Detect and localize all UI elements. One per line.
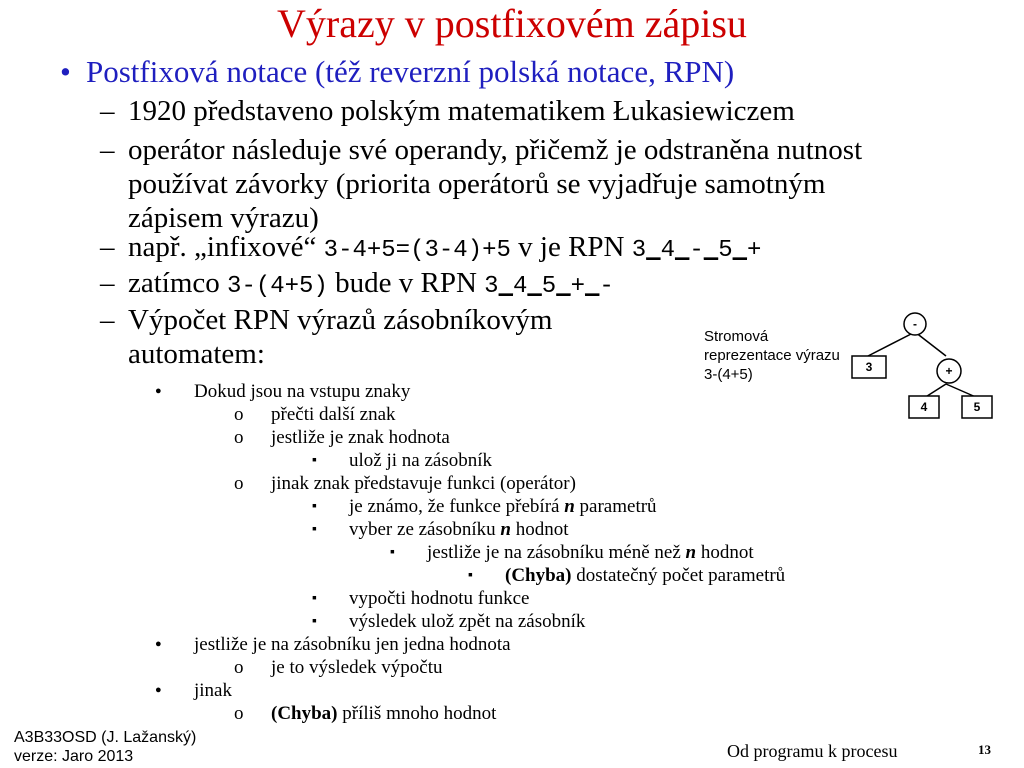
example2-text [128,266,614,304]
tree-node-four-label: 4 [920,400,928,414]
footer-topic: Od programu k procesu [727,741,898,761]
algo-else [0,679,760,702]
algo-while-input [0,380,700,403]
algo-if-less [0,541,900,564]
algo-text: jestliže je znak hodnota [271,427,450,448]
algo-text: vyber ze zásobníku n hodnot [349,519,569,540]
level1-bullet: • [60,54,71,89]
example1-text [128,230,761,268]
tree-node-plus-label: + [945,364,953,378]
tree-node-root-label: - [913,317,917,331]
circle-bullet: o [234,657,244,678]
operator-line-3: zápisem výrazu) [128,202,319,234]
square-bullet: ▪ [312,614,317,629]
example2-expression: 3-(4+5) [227,273,328,300]
example1-prefix: např. „infixové“ [128,231,324,263]
dot-bullet: ● [155,385,162,397]
footer-course: A3B33OSD (J. Lažanský) [14,729,197,746]
example2-rpn: 3_4_5_+_- [484,273,614,300]
algo-push-result [0,610,800,633]
level2-example-rpn [0,266,1024,300]
algo-text: jestliže je na zásobníku méně než n hodnot [427,542,754,563]
dash-marker: – [100,134,115,166]
square-bullet: ▪ [390,545,395,560]
dash-marker: – [100,304,115,336]
algo-text: je známo, že funkce přebírá n parametrů [349,496,657,517]
tree-node-five-label: 5 [973,400,981,414]
dot-bullet: ● [155,684,162,696]
algo-text: Dokud jsou na vstupu znaky [194,381,411,402]
square-bullet: ▪ [312,522,317,537]
dash-marker: – [100,95,115,127]
algo-text: vypočti hodnotu funkce [349,588,530,609]
square-bullet: ▪ [312,453,317,468]
example1-expression: 3-4+5=(3-4)+5 [323,237,511,264]
algo-text: ulož ji na zásobník [349,450,492,471]
algo-text: jinak [194,680,232,701]
algo-if-single [0,633,760,656]
calc-line-1: Výpočet RPN výrazů zásobníkovým [128,304,553,336]
example2-mid: bude v RPN [327,267,485,299]
circle-bullet: o [234,404,244,425]
expression-tree-diagram [845,310,995,425]
level2-example-infix [0,230,1024,264]
dash-marker: – [100,267,115,299]
algo-compute [0,587,800,610]
algo-text: je to výsledek výpočtu [271,657,443,678]
level2-history-item [0,94,1024,128]
algo-push [0,449,700,472]
tree-edge [915,332,946,356]
example1-rpn: 3_4_-_5_+ [631,237,762,264]
algo-pop [0,518,800,541]
footer-version: verze: Jaro 2013 [14,748,134,765]
algo-text: (Chyba) příliš mnoho hodnot [271,703,497,724]
algo-read-char [0,403,700,426]
level2-calculation-item [0,303,700,371]
level1-postfix-notation: Postfixová notace (též reverzní polská notace, RPN) [86,54,735,89]
circle-bullet: o [234,473,244,494]
operator-line-1: operátor následuje své operandy, přičemž je odstraněna nutnost [128,134,863,166]
algo-text: jestliže je na zásobníku jen jedna hodnota [194,634,511,655]
algo-else-function [0,472,760,495]
algo-error-insufficient [0,564,950,587]
algo-if-value [0,426,700,449]
slide-title: Výrazy v postfixovém zápisu [277,1,747,46]
circle-bullet: o [234,703,244,724]
algo-known-params [0,495,800,518]
tree-node-left-label: 3 [865,360,873,374]
algo-text: přečti další znak [271,404,396,425]
calc-line-2: automatem: [128,338,265,370]
example2-prefix: zatímco [128,267,228,299]
algo-text: jinak znak představuje funkci (operátor) [271,473,576,494]
algo-text: (Chyba) dostatečný počet parametrů [505,565,786,586]
dash-marker: – [100,231,115,263]
level2-operator-item [0,133,1024,235]
square-bullet: ▪ [312,499,317,514]
tree-caption: Stromová reprezentace výrazu 3-(4+5) [704,328,840,383]
page-number: 13 [978,742,991,757]
algo-is-result [0,656,760,679]
circle-bullet: o [234,427,244,448]
operator-line-2: používat závorky (priorita operátorů se vyjadřuje samotným [128,168,826,200]
dot-bullet: ● [155,638,162,650]
algo-text: výsledek ulož zpět na zásobník [349,611,586,632]
example1-mid: v je RPN [510,231,632,263]
tree-edge [868,332,915,356]
square-bullet: ▪ [312,591,317,606]
algo-error-too-many [0,702,760,725]
history-text: 1920 představeno polským matematikem Łukasiewiczem [128,95,795,127]
square-bullet: ▪ [468,568,473,583]
